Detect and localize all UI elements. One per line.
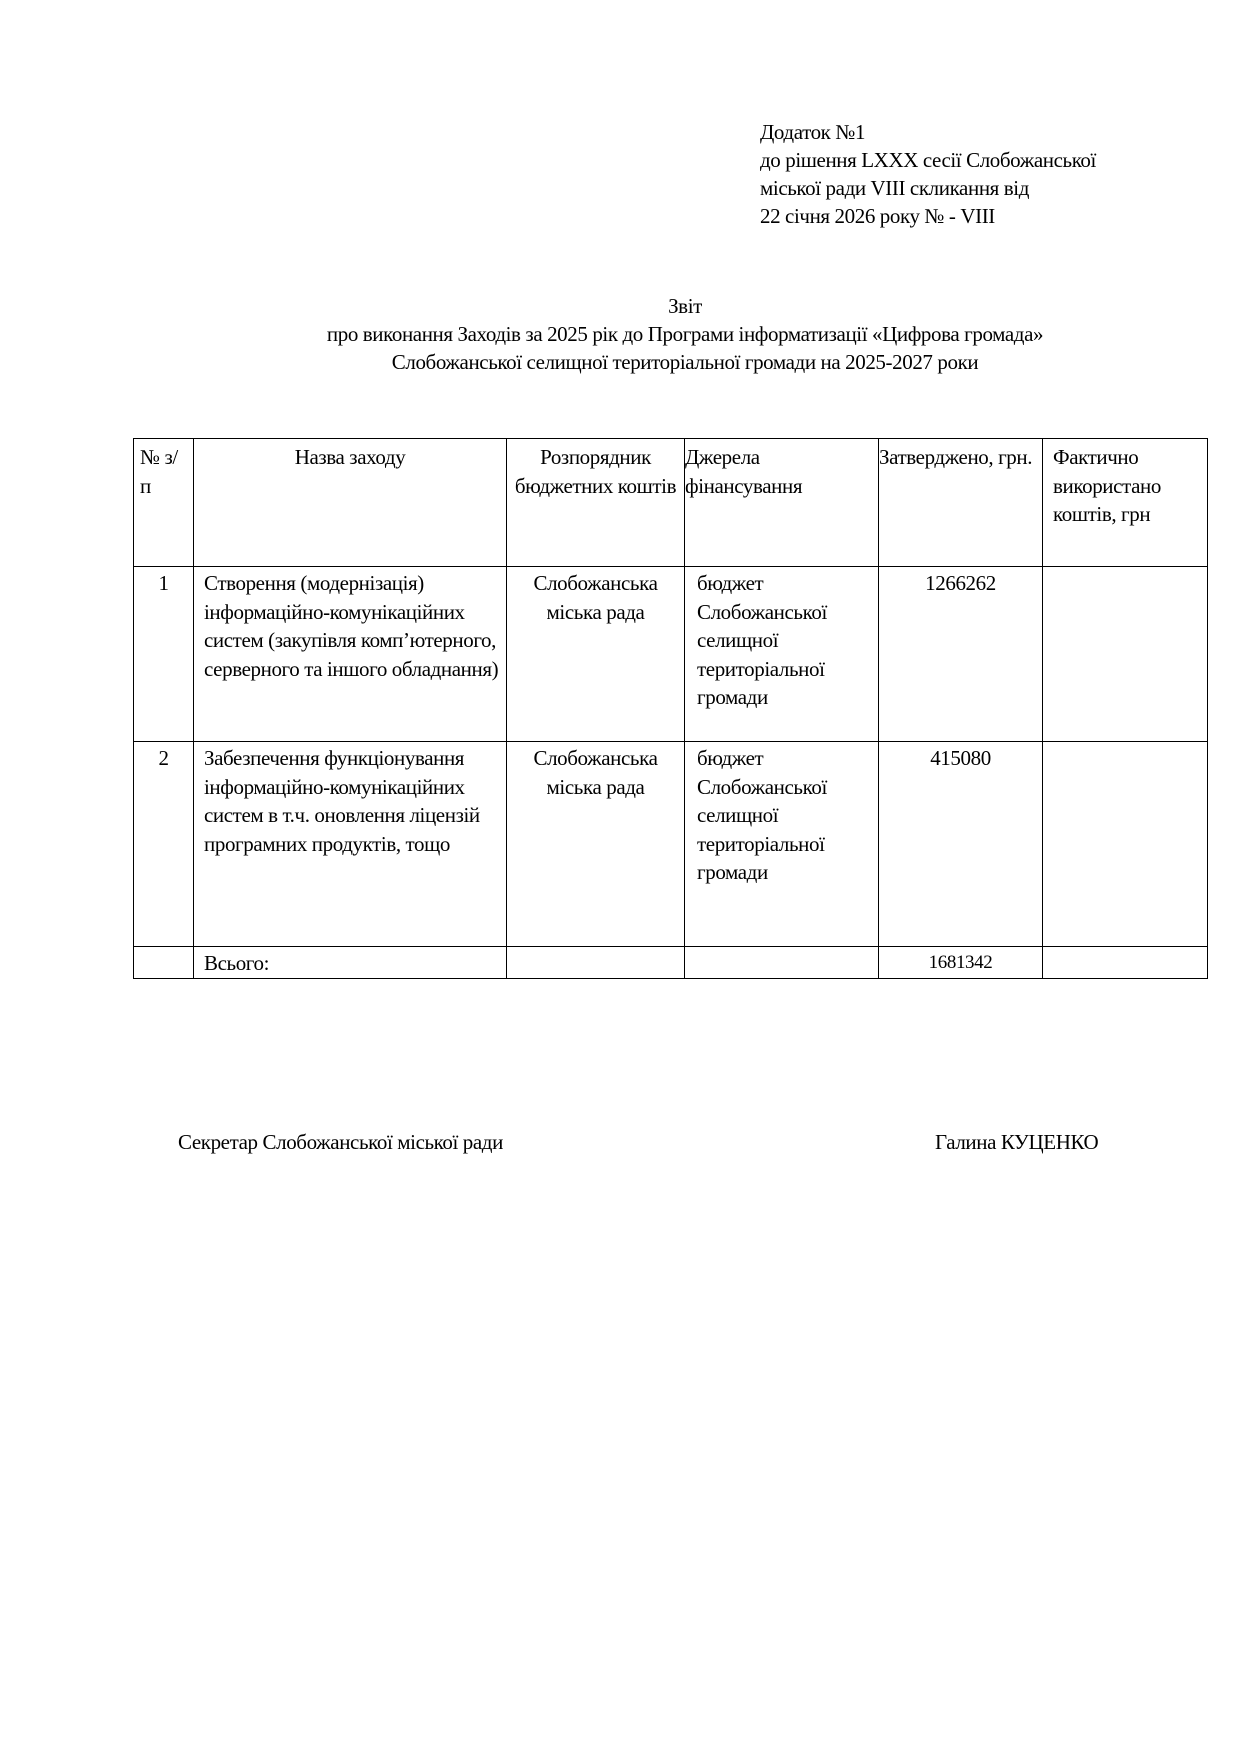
annex-line: міської ради VIII скликання від: [760, 176, 1029, 200]
table-header-row: [134, 439, 1208, 567]
table-row: [134, 742, 1208, 947]
row-source: бюджет Слобожанської селищної територіальної громади: [685, 742, 879, 947]
total-num: [134, 947, 194, 979]
row-actual: [1043, 567, 1208, 742]
total-approved: 1681342: [879, 947, 1043, 979]
signature-name: Галина КУЦЕНКО: [935, 1130, 1099, 1154]
header-approved: Затверджено, грн.: [879, 439, 1043, 567]
title-line-3: Слобожанської селищної територіальної громади на 2025-2027 роки: [391, 350, 979, 374]
table-row: [134, 567, 1208, 742]
row-approved: 1266262: [879, 567, 1043, 742]
total-source: [685, 947, 879, 979]
title-line-1: Звіт: [668, 294, 702, 318]
row-source: бюджет Слобожанської селищної територіальної громади: [685, 567, 879, 742]
row-approved: 415080: [879, 742, 1043, 947]
annex-line: до рішення LXXX сесії Слобожанської: [760, 148, 1096, 172]
annex-line: Додаток №1: [760, 120, 866, 144]
signature-position: Секретар Слобожанської міської ради: [178, 1130, 503, 1154]
total-label: Всього:: [194, 947, 507, 979]
row-num: 2: [134, 742, 194, 947]
annex-block: [760, 118, 1096, 230]
total-manager: [507, 947, 685, 979]
header-actual: Фактично використано коштів, грн: [1043, 439, 1208, 567]
report-title: [0, 292, 1240, 376]
row-name: Створення (модернізація) інформаційно-комунікаційних систем (закупівля комп’ютерного, серверного та іншого обладнання): [194, 567, 507, 742]
annex-line: 22 січня 2026 року № - VIII: [760, 204, 995, 228]
header-name: Назва заходу: [194, 439, 507, 567]
row-manager: Слобожанська міська рада: [507, 742, 685, 947]
row-actual: [1043, 742, 1208, 947]
header-num: № з/п: [134, 439, 194, 567]
row-name: Забезпечення функціонування інформаційно-комунікаційних систем в т.ч. оновлення ліцензій програмних продуктів, тощо: [194, 742, 507, 947]
total-actual: [1043, 947, 1208, 979]
report-table: [133, 438, 1208, 979]
row-num: 1: [134, 567, 194, 742]
table-total-row: [134, 947, 1208, 979]
row-manager: Слобожанська міська рада: [507, 567, 685, 742]
header-source: Джерела фінансування: [685, 439, 879, 567]
header-manager: Розпорядник бюджетних коштів: [507, 439, 685, 567]
title-line-2: про виконання Заходів за 2025 рік до Програми інформатизації «Цифрова громада»: [326, 322, 1044, 346]
